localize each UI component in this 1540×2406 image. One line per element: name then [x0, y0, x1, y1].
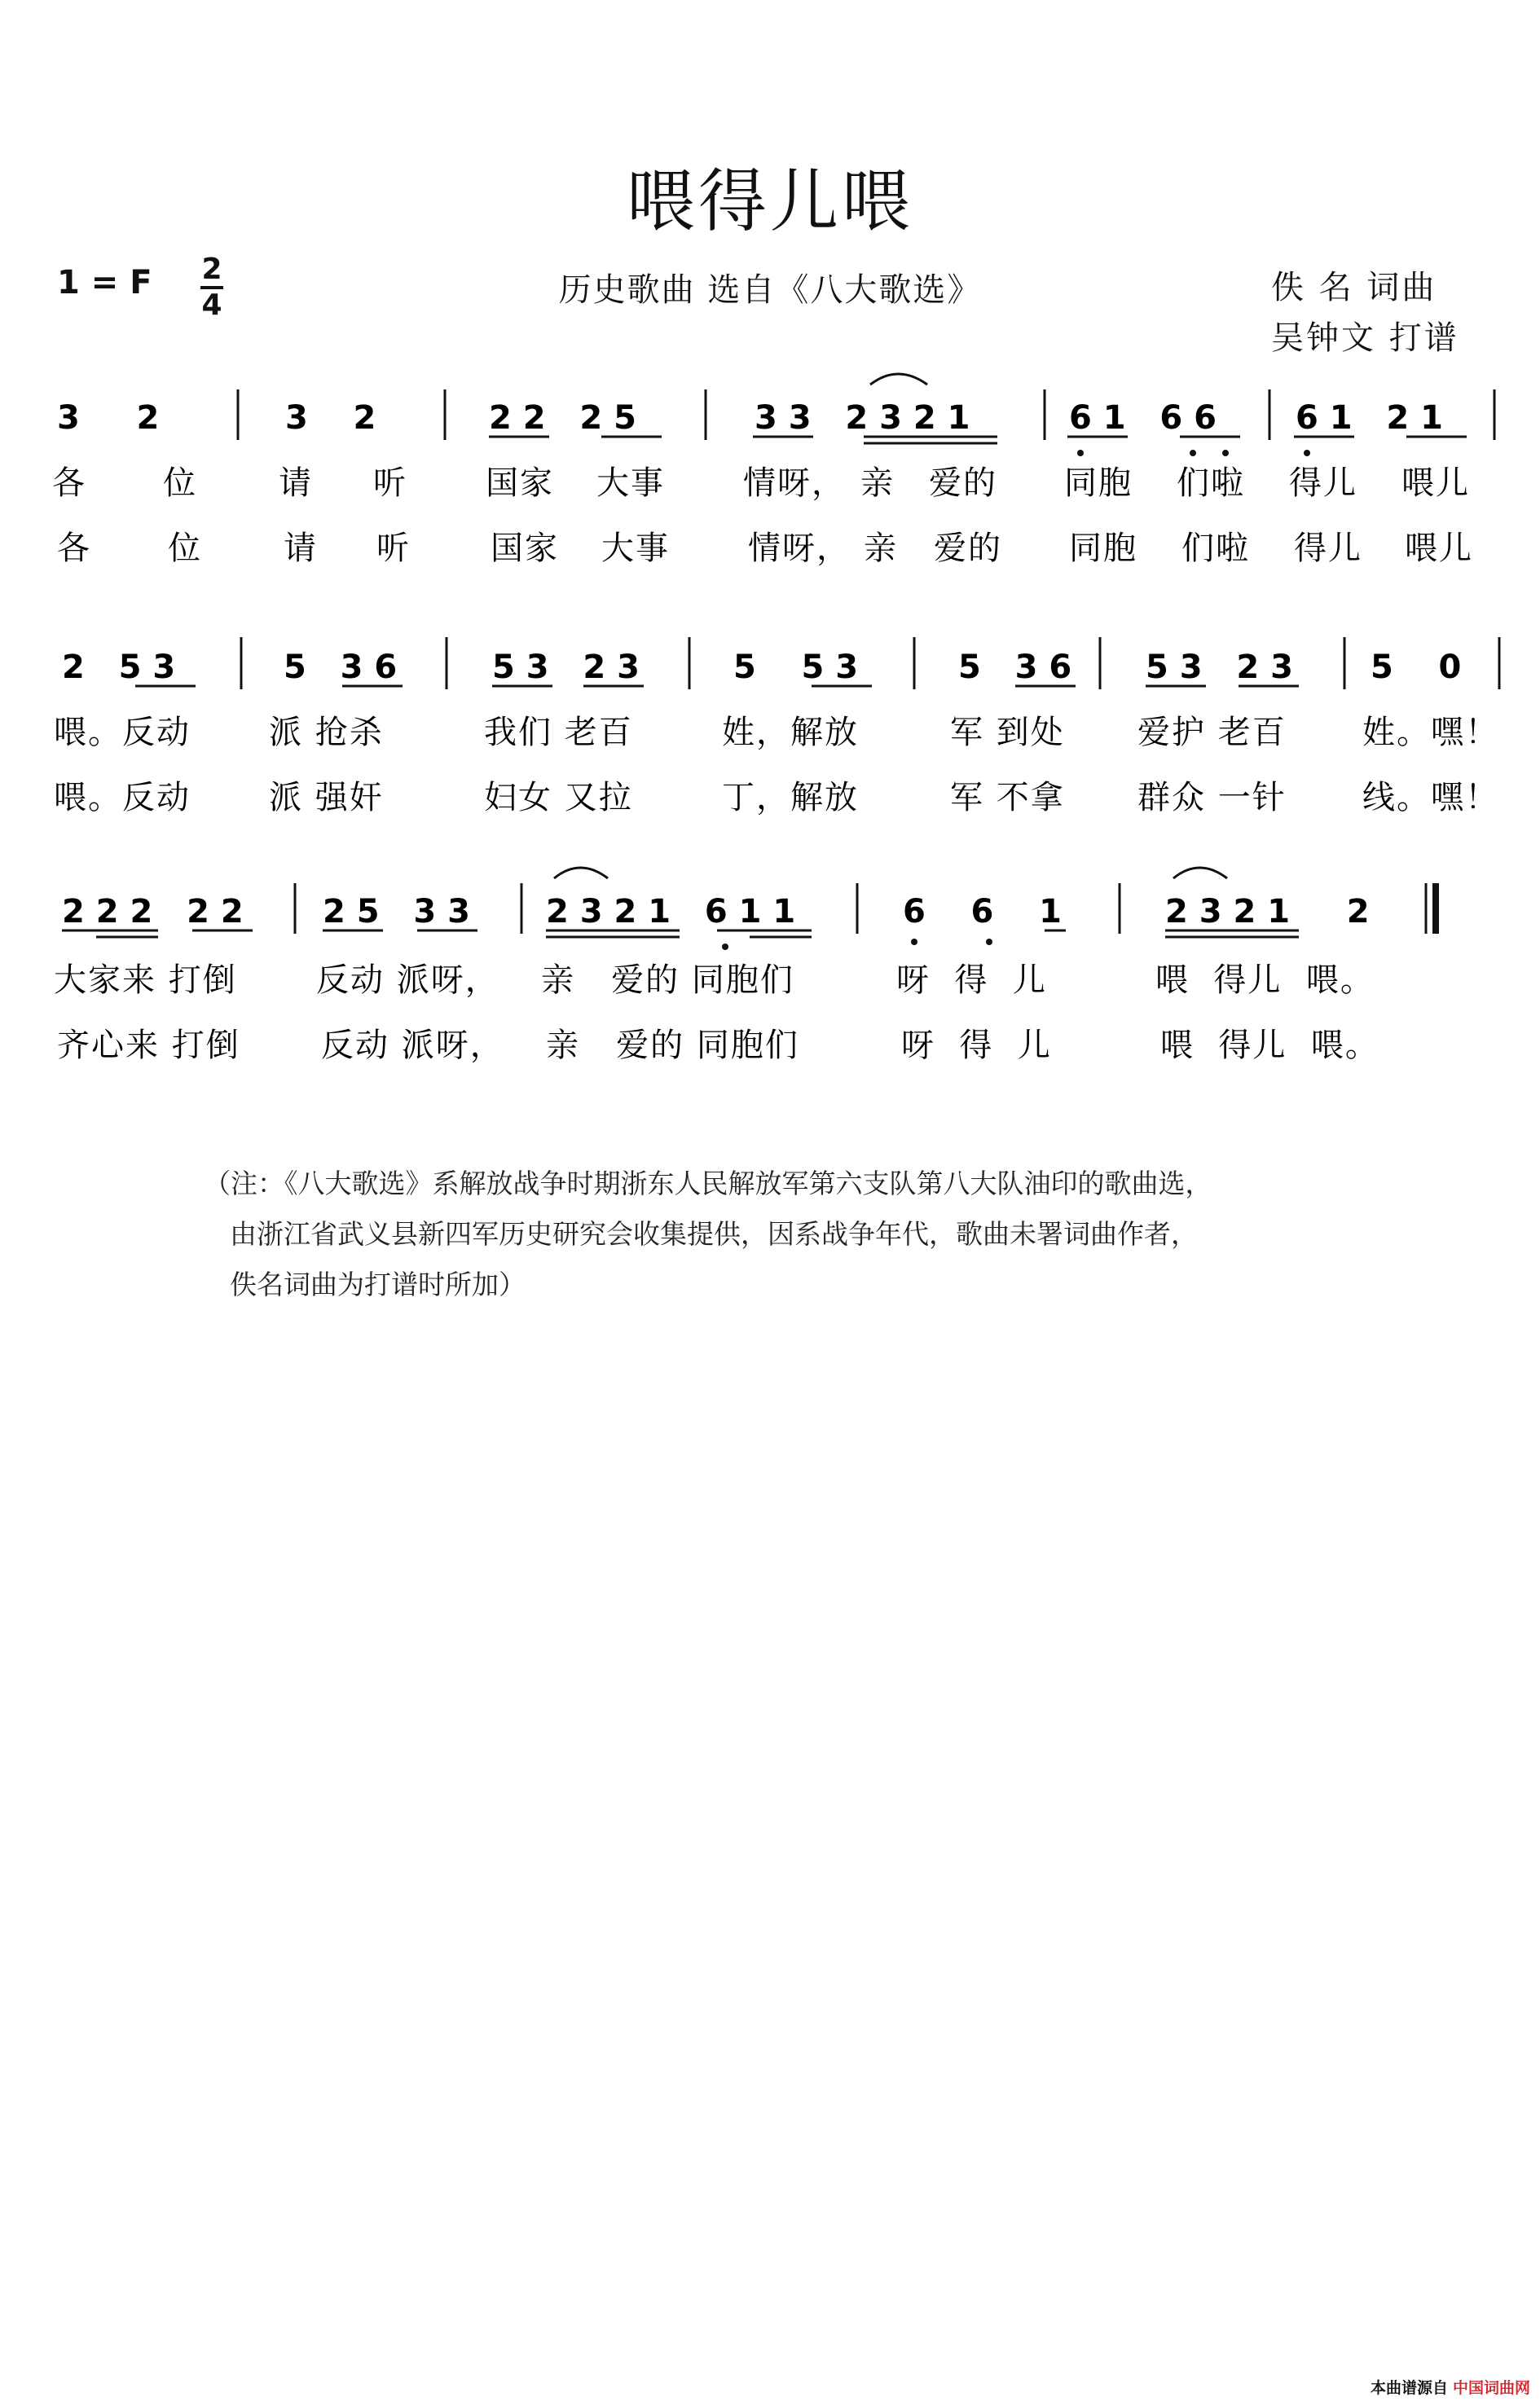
- lyric: 听: [373, 464, 407, 502]
- octave-dot: [722, 943, 728, 950]
- lyric: 亲 爱的 同胞们: [541, 961, 794, 999]
- lyric: 们啦: [1181, 530, 1250, 567]
- lyric: 妇女 又拉: [484, 779, 633, 816]
- source-label: 本曲谱源自: [1370, 2379, 1448, 2397]
- lyric: 亲: [860, 464, 895, 502]
- time-signature-bottom: 4: [201, 288, 222, 322]
- lyric: 亲: [864, 530, 898, 567]
- system-2-barlines: [241, 637, 1499, 689]
- system-3-beams: [62, 930, 1299, 937]
- octave-dot: [1077, 450, 1084, 456]
- lyric: 喂 得儿 喂。: [1160, 1027, 1379, 1064]
- octave-dot: [1222, 450, 1229, 456]
- measure-1-1-notes: 3 2: [57, 399, 160, 437]
- lyric: 线。嘿！: [1362, 779, 1499, 816]
- lyric: 爱的: [934, 530, 1002, 567]
- note-line-3: 佚名词曲为打谱时所加）: [230, 1269, 526, 1300]
- lyric: 喂儿: [1401, 464, 1470, 502]
- measure-3-4-notes: 6 6 1: [903, 893, 1062, 930]
- system-2-lyrics-1: [54, 714, 1499, 751]
- measure-1-2-notes: 3 2: [285, 399, 376, 437]
- lyric: 请: [279, 464, 313, 502]
- lyric: 大家来 打倒: [54, 961, 237, 999]
- final-barline: [1432, 883, 1439, 934]
- slur-3: [1173, 868, 1227, 878]
- lyric: 大事: [601, 530, 670, 567]
- slur-2: [554, 868, 608, 878]
- lyric: 呀 得 儿: [896, 961, 1047, 999]
- lyric: 亲 爱的 同胞们: [546, 1027, 799, 1064]
- octave-dot: [911, 939, 917, 945]
- measure-3-2-notes: 2 5 3 3: [323, 893, 470, 930]
- slur-1: [870, 374, 927, 385]
- lyric: 我们 老百: [484, 714, 633, 751]
- lyric: 齐心来 打倒: [57, 1027, 240, 1064]
- lyric: 爱的: [929, 464, 997, 502]
- system-1-lyrics-1: [52, 464, 1470, 502]
- lyric: 各: [52, 464, 86, 502]
- lyric: 大事: [596, 464, 665, 502]
- system-3-lyrics-1: [54, 961, 1375, 999]
- lyric: 喂儿: [1405, 530, 1473, 567]
- lyric: 丁，解放: [722, 779, 859, 816]
- lyric: 情呀，: [743, 464, 846, 502]
- lyric: 位: [163, 464, 197, 502]
- lyric: 喂 得儿 喂。: [1155, 961, 1375, 999]
- measure-1-3-notes: 2 2 2 5: [489, 399, 636, 437]
- measure-2-4-notes: 5 5 3: [733, 649, 859, 686]
- lyric: 派 抢杀: [269, 714, 384, 751]
- lyric: 呀 得 儿: [901, 1027, 1052, 1064]
- lyric: 各: [57, 530, 91, 567]
- octave-dot: [1190, 450, 1196, 456]
- lyric: 爱护 老百: [1137, 714, 1287, 751]
- lyric: 姓，解放: [722, 714, 859, 751]
- system-2-lyrics-2: [54, 779, 1499, 816]
- note-line-2: 由浙江省武义县新四军历史研究会收集提供，因系战争年代，歌曲未署词曲作者，: [230, 1218, 1198, 1250]
- lyric: 们啦: [1177, 464, 1245, 502]
- measure-3-3-notes: 2 3 2 1 6 1 1: [546, 893, 796, 930]
- lyric: 军 到处: [950, 714, 1065, 751]
- lyrics-composer-credit: 佚 名 词曲: [1271, 269, 1437, 306]
- measure-2-6-notes: 5 3 2 3: [1146, 649, 1293, 686]
- song-subtitle: 历史歌曲 选自《八大歌选》: [558, 271, 982, 309]
- lyric: 得儿: [1294, 530, 1362, 567]
- system-1-lyrics-2: [57, 530, 1473, 567]
- system-3-lyrics-2: [57, 1027, 1379, 1064]
- measure-1-6-notes: 6 1 2 1: [1296, 399, 1443, 437]
- lyric: 姓。嘿！: [1362, 714, 1499, 751]
- lyric: 反动 派呀，: [316, 961, 499, 999]
- system-1-beams: [489, 437, 1467, 443]
- system-1: [52, 374, 1494, 567]
- lyric: 位: [168, 530, 202, 567]
- key-signature: 1 = F: [57, 264, 152, 301]
- measure-2-7-notes: 5 0: [1371, 649, 1462, 686]
- lyric: 听: [376, 530, 411, 567]
- lyric: 反动 派呀，: [321, 1027, 504, 1064]
- measure-2-5-notes: 5 3 6: [958, 649, 1072, 686]
- measure-3-5-notes: 2 3 2 1 2: [1165, 893, 1370, 930]
- time-signature-top: 2: [201, 253, 222, 286]
- lyric: 派 强奸: [269, 779, 384, 816]
- measure-2-1-notes: 2 5 3: [62, 649, 176, 686]
- system-3: [54, 868, 1439, 1064]
- source-footer: [1371, 2376, 1530, 2398]
- measure-2-2-notes: 5 3 6: [284, 649, 398, 686]
- measure-1-5-notes: 6 1 6 6: [1069, 399, 1217, 437]
- lyric: 请: [284, 530, 318, 567]
- lyric: 同胞: [1069, 530, 1137, 567]
- measure-1-4-notes: 3 3 2 3 2 1: [755, 399, 970, 437]
- score-sheet: [0, 0, 1540, 1141]
- lyric: 国家: [486, 464, 554, 502]
- lyric: 喂。反动: [54, 714, 191, 751]
- lyric: 群众 一针: [1137, 779, 1287, 816]
- brand-link[interactable]: 中国词曲网: [1452, 2379, 1530, 2397]
- measure-2-3-notes: 5 3 2 3: [492, 649, 640, 686]
- lyric: 喂。反动: [54, 779, 191, 816]
- lyric: 得儿: [1289, 464, 1357, 502]
- measure-3-1-notes: 2 2 2 2 2: [62, 893, 244, 930]
- system-2: [54, 637, 1499, 816]
- note-line-1: （注：《八大歌选》系解放战争时期浙东人民解放军第六支队第八大队油印的歌曲选，: [204, 1168, 1212, 1199]
- song-title: 喂得儿喂: [626, 161, 913, 241]
- octave-dot: [1304, 450, 1310, 456]
- octave-dot: [986, 939, 992, 945]
- lyric: 情呀，: [748, 530, 851, 567]
- lyric: 军 不拿: [950, 779, 1065, 816]
- lyric: 国家: [491, 530, 559, 567]
- lyric: 同胞: [1064, 464, 1133, 502]
- transcriber-credit: 吴钟文 打谱: [1271, 319, 1459, 357]
